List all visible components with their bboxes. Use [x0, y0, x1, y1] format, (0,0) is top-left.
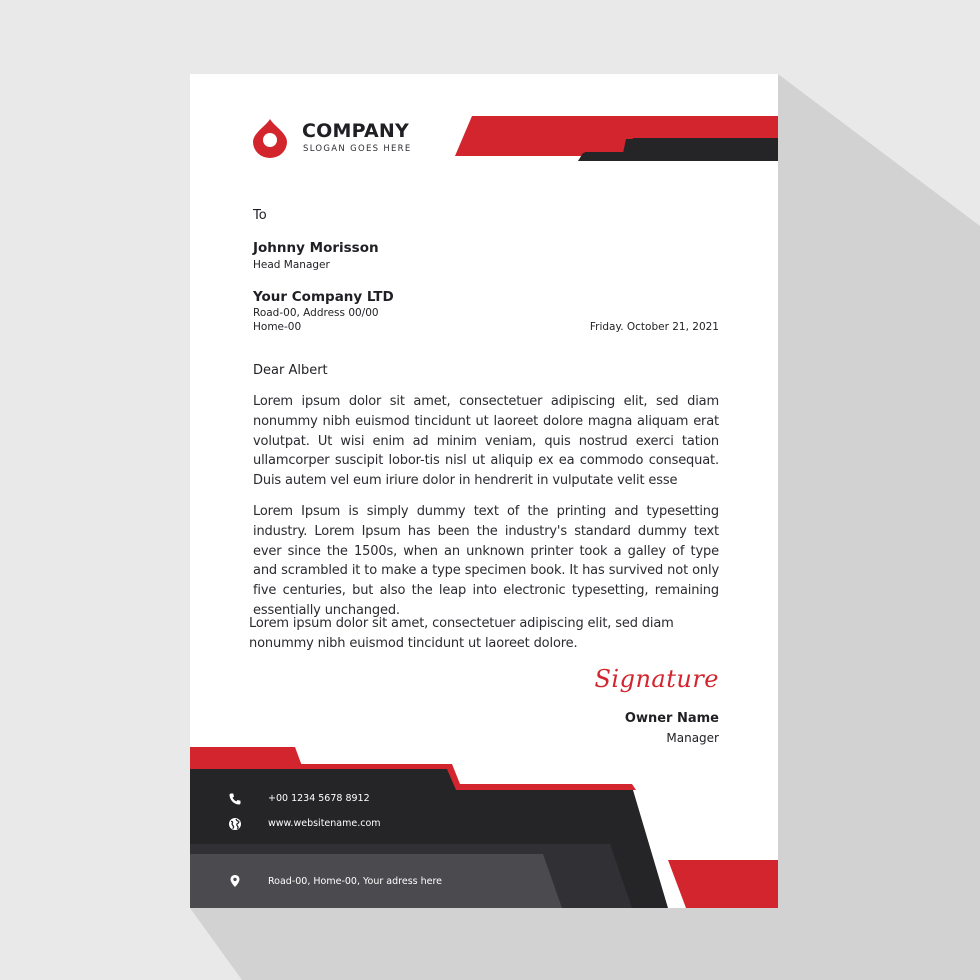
location-pin-icon	[228, 874, 242, 888]
recipient-role: Head Manager	[253, 259, 330, 271]
letterhead-decoration	[190, 74, 778, 908]
letter-greeting: Dear Albert	[253, 363, 328, 378]
to-label: To	[253, 208, 267, 223]
owner-name: Owner Name	[624, 711, 719, 726]
footer-red-accent-left	[190, 747, 302, 766]
signature: Signature	[594, 665, 719, 693]
owner-role: Manager	[666, 731, 719, 745]
recipient-company-home: Home-00	[253, 321, 302, 333]
body-paragraph-3: Lorem ipsum dolor sit amet, consectetuer adipiscing elit, sed diam nonummy nibh euismod tincidunt ut laoreet dolore.	[249, 616, 674, 651]
recipient-company-name: Your Company LTD	[253, 289, 394, 305]
recipient-company-address: Road-00, Address 00/00	[253, 307, 379, 319]
company-brand-name: COMPANY	[302, 120, 409, 142]
recipient-name: Johnny Morisson	[253, 240, 379, 256]
letterhead-page	[190, 74, 778, 908]
footer-address: Road-00, Home-00, Your adress here	[268, 876, 443, 887]
globe-icon	[228, 817, 242, 831]
footer-website: www.websitename.com	[268, 818, 381, 829]
body-paragraph-1: Lorem ipsum dolor sit amet, consectetuer adipiscing elit, sed diam nonummy nibh euismod tincidunt ut laoreet dolore magna aliquam erat volutpat. Ut wisi enim ad minim veniam, quis nostrud exerci tation ullamcorper suscipit lobor-tis nisl ut aliquip ex ea commodo consequat. Duis autem vel eum iriure dolor in hendrerit in vulputate velit esse	[253, 394, 719, 489]
company-slogan: SLOGAN GOES HERE	[303, 144, 412, 154]
body-paragraph-2: Lorem Ipsum is simply dummy text of the printing and typesetting industry. Lorem Ipsum has been the industry's standard dummy text ever since the 1500s, when an unknown printer took a galley of type and scrambled it to make a type specimen book. It has survived not only five centuries, but also the leap into electronic typesetting, remaining essentially unchanged.	[253, 504, 719, 618]
letter-date: Friday. October 21, 2021	[589, 321, 719, 333]
company-logo-icon	[252, 118, 288, 158]
phone-icon	[228, 792, 242, 806]
footer-phone: +00 1234 5678 8912	[268, 793, 370, 804]
